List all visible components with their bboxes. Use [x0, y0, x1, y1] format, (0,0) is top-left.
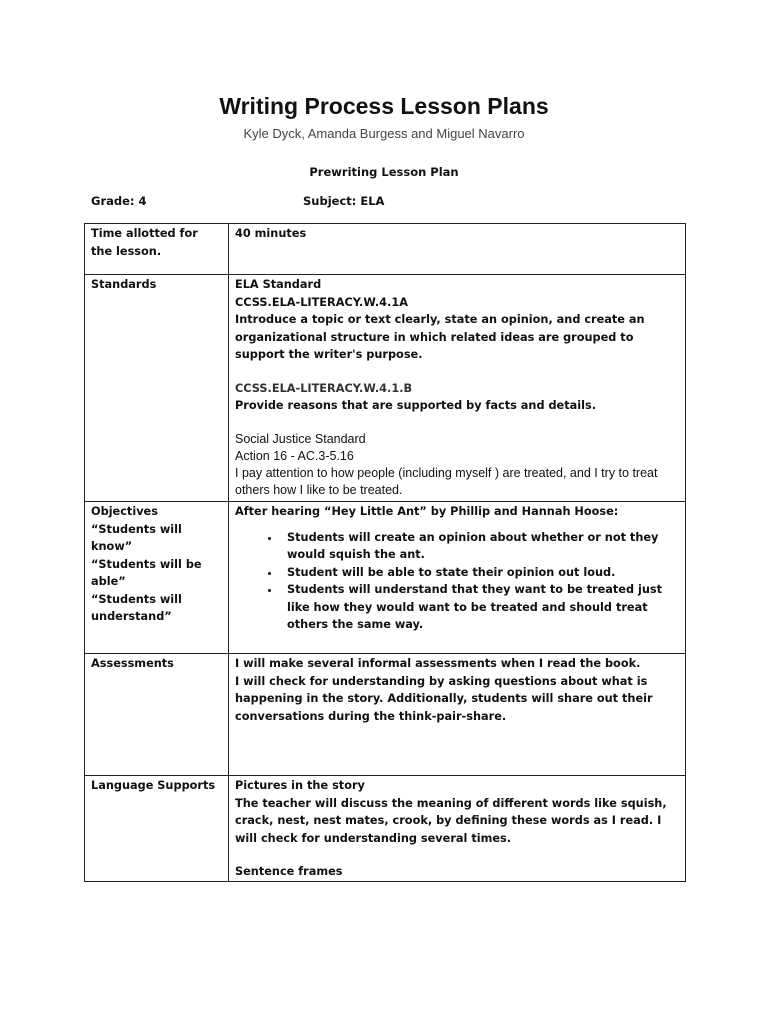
lesson-plan-subtitle: Prewriting Lesson Plan — [309, 165, 459, 179]
standard-text-2: Provide reasons that are supported by facts and details. — [235, 399, 597, 412]
sentence-frames: Sentence frames — [235, 865, 343, 878]
table-row-language — [85, 776, 686, 882]
subject-label: Subject: ELA — [303, 194, 385, 208]
objectives-label — [85, 502, 229, 654]
standard-code-2: CCSS.ELA-LITERACY.W.4.1.B — [235, 381, 413, 395]
objectives-label-understand: “Students will understand” — [91, 592, 182, 623]
list-item: • Students will understand that they want to be treated just like how they would want to be treated and should treat others the same way. — [281, 581, 679, 634]
time-value: 40 minutes — [229, 224, 686, 275]
assessments-label: Assessments — [85, 654, 229, 776]
objectives-label-know: “Students will know” — [91, 522, 182, 553]
lesson-plan-table — [84, 223, 686, 882]
standard-code-1: CCSS.ELA-LITERACY.W.4.1A — [235, 295, 408, 309]
grade-label: Grade: 4 — [91, 194, 147, 208]
table-row-time — [85, 224, 686, 275]
standards-label: Standards — [85, 275, 229, 502]
document-authors: Kyle Dyck, Amanda Burgess and Miguel Navarro — [243, 126, 525, 141]
table-row-standards — [85, 275, 686, 502]
social-justice-text: I pay attention to how people (including myself ) are treated, and I try to treat others how I like to be treated. — [235, 465, 658, 497]
list-item: • Students will create an opinion about whether or not they would squish the ant. — [281, 529, 679, 564]
language-supports-label: Language Supports — [85, 776, 229, 882]
objectives-intro: After hearing “Hey Little Ant” by Phillip and Hannah Hoose: — [235, 505, 619, 518]
objectives-label-able: “Students will be able” — [91, 557, 202, 588]
assessments-line-2: I will check for understanding by asking questions about what is happening in the story. Additionally, students will share out their conversations during the think-pair-share. — [235, 674, 653, 723]
time-label: Time allotted for the lesson. — [85, 224, 229, 275]
standards-content — [229, 275, 686, 502]
objectives-content — [229, 502, 686, 654]
social-justice-action: Action 16 - AC.3-5.16 — [235, 448, 354, 463]
assessments-line-1: I will make several informal assessments when I read the book. — [235, 657, 641, 670]
social-justice-heading: Social Justice Standard — [235, 431, 366, 446]
language-text: The teacher will discuss the meaning of different words like squish, crack, nest, nest mates, crook, by defining these words as I read. I will check for understanding several times. — [235, 796, 667, 845]
document-title: Writing Process Lesson Plans — [219, 93, 549, 119]
standard-text-1: Introduce a topic or text clearly, state an opinion, and create an organizational structure in which related ideas are grouped to support the writer's purpose. — [235, 313, 645, 361]
table-row-assessments — [85, 654, 686, 776]
ela-standard-heading: ELA Standard — [235, 278, 322, 291]
assessments-content — [229, 654, 686, 776]
table-row-objectives — [85, 502, 686, 654]
objectives-label-title: Objectives — [91, 505, 158, 518]
language-heading: Pictures in the story — [235, 779, 365, 792]
language-supports-content — [229, 776, 686, 882]
objectives-list — [235, 529, 679, 634]
list-item: • Student will be able to state their opinion out loud. — [281, 564, 679, 582]
